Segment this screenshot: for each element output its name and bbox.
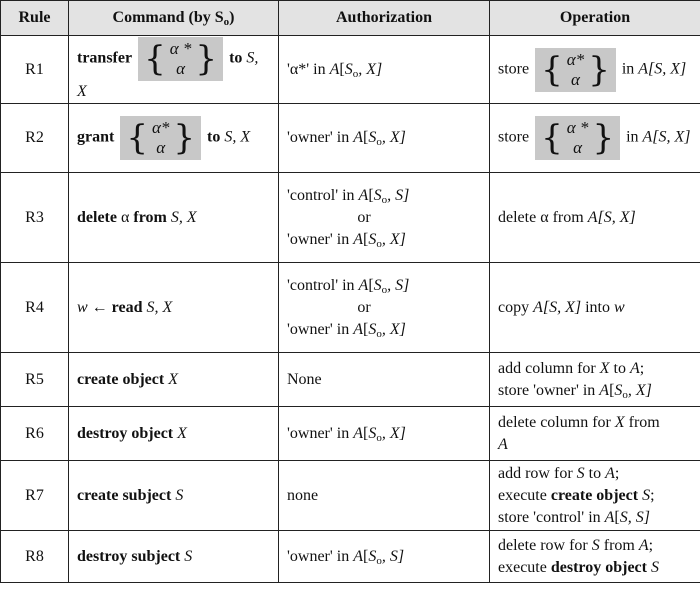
operation-cell: delete α from A[S, X] — [490, 173, 700, 263]
authorization-cell: 'owner' in $A[S_o$, X] — [279, 407, 490, 461]
operation-cell: delete row for S from A; execute destroy object S — [490, 531, 700, 583]
header-command: Command (by $S_o$) — [69, 1, 279, 36]
command-cell: grant { α* α } to S, X — [69, 104, 279, 173]
rule-cell: R2 — [1, 104, 69, 173]
table-row-r1 — [1, 36, 700, 104]
rule-cell: R4 — [1, 263, 69, 353]
command-cell: w ← read S, X — [69, 263, 279, 353]
operation-cell: store { α * α } in A[S, X] — [490, 104, 700, 173]
table-row-r7 — [1, 461, 700, 531]
command-cell: transfer { α * α } to S, X — [69, 36, 279, 104]
operation-cell: store { α* α } in A[S, X] — [490, 36, 700, 104]
authorization-cell: None — [279, 353, 490, 407]
table-row-r6 — [1, 407, 700, 461]
header-authorization: Authorization — [279, 1, 490, 36]
authorization-cell: none — [279, 461, 490, 531]
rule-cell: R5 — [1, 353, 69, 407]
rule-cell: R6 — [1, 407, 69, 461]
command-cell: destroy object X — [69, 407, 279, 461]
operation-cell: add column for X to A; store 'owner' in $A[S_o$, X] — [490, 353, 700, 407]
authorization-cell: 'owner' in $A[S_o$, X] — [279, 104, 490, 173]
rights-set: { α * α } — [535, 116, 620, 160]
operation-cell: copy A[S, X] into w — [490, 263, 700, 353]
command-cell: create object X — [69, 353, 279, 407]
rights-set: { α * α } — [138, 37, 223, 81]
rights-set: { α* α } — [120, 116, 201, 160]
operation-cell: add row for S to A; execute create object S; store 'control' in A[S, S] — [490, 461, 700, 531]
table-row-r3 — [1, 173, 700, 263]
command-cell: create subject S — [69, 461, 279, 531]
command-cell: delete α from S, X — [69, 173, 279, 263]
table-row-r2 — [1, 104, 700, 173]
table-row-r8 — [1, 531, 700, 583]
table-row-r5 — [1, 353, 700, 407]
header-rule: Rule — [1, 1, 69, 36]
authorization-cell: 'control' in $A[S_o$, S] or 'owner' in $A[S_o$, X] — [279, 263, 490, 353]
header-operation: Operation — [490, 1, 700, 36]
rule-cell: R3 — [1, 173, 69, 263]
authorization-cell: 'owner' in $A[S_o$, S] — [279, 531, 490, 583]
rule-cell: R8 — [1, 531, 69, 583]
rule-cell: R1 — [1, 36, 69, 104]
command-cell: destroy subject S — [69, 531, 279, 583]
authorization-cell: 'control' in $A[S_o$, S] or 'owner' in $A[S_o$, X] — [279, 173, 490, 263]
table-row-r4 — [1, 263, 700, 353]
authorization-cell: 'α*' in $A[S_o$, X] — [279, 36, 490, 104]
rights-set: { α* α } — [535, 48, 616, 92]
rule-cell: R7 — [1, 461, 69, 531]
header-row — [1, 1, 700, 36]
operation-cell: delete column for X from A — [490, 407, 700, 461]
